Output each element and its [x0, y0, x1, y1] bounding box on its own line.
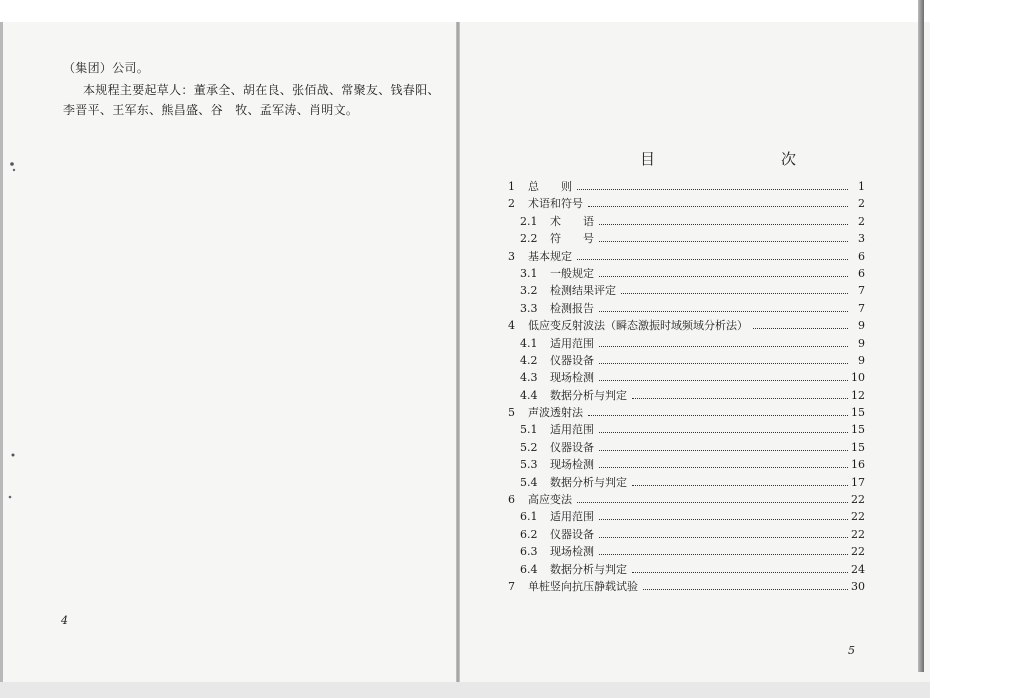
toc-section-title: 术 语 — [550, 214, 594, 228]
toc-section-title: 仪器设备 — [550, 440, 594, 454]
toc-row — [508, 508, 865, 525]
toc-row — [508, 265, 865, 282]
toc-row — [508, 178, 865, 195]
toc-leader-dots — [599, 518, 848, 520]
left-text-line-2: 本规程主要起草人：董承全、胡在良、张佰战、常聚友、钱春阳、 — [83, 83, 440, 97]
toc-leader-dots — [599, 345, 848, 347]
speck — [9, 496, 12, 499]
toc-section-number: 4.1 — [520, 336, 538, 350]
toc-section-title: 现场检测 — [550, 545, 594, 559]
toc-row — [508, 456, 865, 473]
toc-leader-dots — [577, 258, 848, 260]
toc-section-title: 低应变反射波法（瞬态激振时域频域分析法） — [528, 319, 748, 333]
toc-section-title: 现场检测 — [550, 458, 594, 472]
toc-page-number: 12 — [851, 388, 865, 402]
toc-section-number: 4.4 — [520, 388, 538, 402]
toc-leader-dots — [599, 240, 848, 242]
toc-section-title: 单桩竖向抗压静载试验 — [528, 579, 638, 593]
toc-section-number: 6.3 — [520, 545, 538, 559]
toc-section-title: 仪器设备 — [550, 353, 594, 367]
toc-page-number: 22 — [851, 527, 865, 541]
toc-page-number: 30 — [851, 579, 865, 593]
toc-row — [508, 526, 865, 543]
left-text-line-1: （集团）公司。 — [63, 61, 150, 75]
right-page-number: 5 — [848, 644, 855, 657]
speck — [12, 454, 15, 457]
toc-leader-dots — [588, 205, 848, 207]
toc-row — [508, 213, 865, 230]
toc-section-title: 仪器设备 — [550, 527, 594, 541]
toc-leader-dots — [599, 275, 848, 277]
toc-row — [508, 543, 865, 560]
toc-page-number: 24 — [851, 562, 865, 576]
toc-leader-dots — [599, 553, 848, 555]
toc-page-number: 22 — [851, 493, 865, 507]
toc-page-number: 6 — [858, 249, 865, 263]
toc-page-number: 15 — [851, 440, 865, 454]
toc-section-title: 基本规定 — [528, 249, 572, 263]
toc-page-number: 16 — [851, 458, 865, 472]
toc-leader-dots — [599, 466, 848, 468]
toc-page-number: 2 — [858, 214, 865, 228]
toc-row — [508, 578, 865, 595]
toc-page-number: 7 — [858, 301, 865, 315]
toc-page-number: 9 — [858, 336, 865, 350]
scan-bottom-margin — [0, 682, 930, 698]
toc-section-number: 3.3 — [520, 301, 538, 315]
toc-page-number: 10 — [851, 371, 865, 385]
toc-row — [508, 317, 865, 334]
toc-section-number: 4.2 — [520, 353, 538, 367]
speck — [10, 162, 14, 166]
toc-title: 目 次 — [640, 150, 829, 168]
toc-section-title: 检测报告 — [550, 301, 594, 315]
toc-row — [508, 404, 865, 421]
toc-row — [508, 491, 865, 508]
toc-section-title: 总 则 — [528, 180, 572, 193]
toc-section-title: 适用范围 — [550, 510, 594, 524]
toc-row — [508, 230, 865, 247]
toc-section-number: 5.3 — [520, 458, 538, 472]
toc-section-number: 5.4 — [520, 475, 538, 489]
toc-leader-dots — [599, 223, 848, 225]
toc-row — [508, 421, 865, 438]
toc-page-number: 6 — [858, 266, 865, 280]
toc-section-title: 数据分析与判定 — [550, 475, 627, 489]
toc-section-number: 5 — [508, 406, 515, 420]
toc-section-number: 6.4 — [520, 562, 538, 576]
toc-section-title: 数据分析与判定 — [550, 388, 627, 402]
toc-section-title: 数据分析与判定 — [550, 562, 627, 576]
toc-leader-dots — [599, 379, 848, 381]
toc-leader-dots — [599, 536, 848, 538]
toc-row — [508, 248, 865, 265]
toc-page-number: 1 — [858, 180, 865, 193]
toc-page-number: 22 — [851, 510, 865, 524]
toc-section-number: 3.1 — [520, 266, 538, 280]
toc-section-number: 4 — [508, 319, 515, 333]
toc-row — [508, 282, 865, 299]
toc-row — [508, 335, 865, 352]
toc-leader-dots — [599, 449, 848, 451]
table-of-contents — [508, 178, 865, 595]
toc-leader-dots — [588, 414, 848, 416]
toc-section-title: 声波透射法 — [528, 406, 583, 420]
toc-section-title: 高应变法 — [528, 493, 572, 507]
scan-specks — [0, 0, 40, 698]
toc-section-number: 2.2 — [520, 232, 538, 246]
toc-row — [508, 474, 865, 491]
toc-page-number: 7 — [858, 284, 865, 298]
speck — [13, 169, 15, 171]
toc-page-number: 17 — [851, 475, 865, 489]
toc-leader-dots — [577, 501, 848, 503]
toc-section-title: 术语和符号 — [528, 197, 583, 211]
toc-section-number: 6 — [508, 493, 515, 507]
toc-leader-dots — [577, 188, 848, 190]
toc-section-title: 现场检测 — [550, 371, 594, 385]
toc-section-number: 2.1 — [520, 214, 538, 228]
toc-section-number: 3 — [508, 249, 515, 263]
toc-leader-dots — [643, 588, 848, 590]
toc-leader-dots — [753, 327, 848, 329]
toc-page-number: 3 — [858, 232, 865, 246]
toc-page-number: 9 — [858, 319, 865, 333]
left-text-line-3: 李晋平、王军东、熊昌盛、谷 牧、孟军涛、肖明文。 — [63, 103, 359, 117]
toc-row — [508, 369, 865, 386]
toc-page-number: 2 — [858, 197, 865, 211]
toc-leader-dots — [599, 362, 848, 364]
toc-row — [508, 195, 865, 212]
toc-row — [508, 352, 865, 369]
toc-section-number: 3.2 — [520, 284, 538, 298]
toc-leader-dots — [621, 292, 848, 294]
toc-page-number: 9 — [858, 353, 865, 367]
toc-row — [508, 439, 865, 456]
toc-section-title: 适用范围 — [550, 423, 594, 437]
left-page — [0, 22, 456, 682]
toc-row — [508, 300, 865, 317]
toc-section-number: 7 — [508, 579, 515, 593]
toc-section-title: 一般规定 — [550, 266, 594, 280]
toc-leader-dots — [599, 310, 848, 312]
toc-section-number: 5.1 — [520, 423, 538, 437]
toc-leader-dots — [632, 484, 848, 486]
toc-row — [508, 387, 865, 404]
toc-leader-dots — [632, 571, 848, 573]
toc-section-number: 6.2 — [520, 527, 538, 541]
left-page-number: 4 — [61, 614, 68, 627]
book-edge-shadow — [918, 0, 924, 672]
toc-section-title: 检测结果评定 — [550, 284, 616, 298]
toc-row — [508, 561, 865, 578]
toc-section-number: 4.3 — [520, 371, 538, 385]
toc-section-number: 5.2 — [520, 440, 538, 454]
toc-page-number: 15 — [851, 423, 865, 437]
toc-leader-dots — [599, 431, 848, 433]
toc-section-title: 符 号 — [550, 232, 594, 246]
toc-section-number: 2 — [508, 197, 515, 211]
toc-section-number: 6.1 — [520, 510, 538, 524]
toc-leader-dots — [632, 397, 848, 399]
toc-page-number: 22 — [851, 545, 865, 559]
toc-page-number: 15 — [851, 406, 865, 420]
toc-section-title: 适用范围 — [550, 336, 594, 350]
toc-section-number: 1 — [508, 180, 515, 193]
